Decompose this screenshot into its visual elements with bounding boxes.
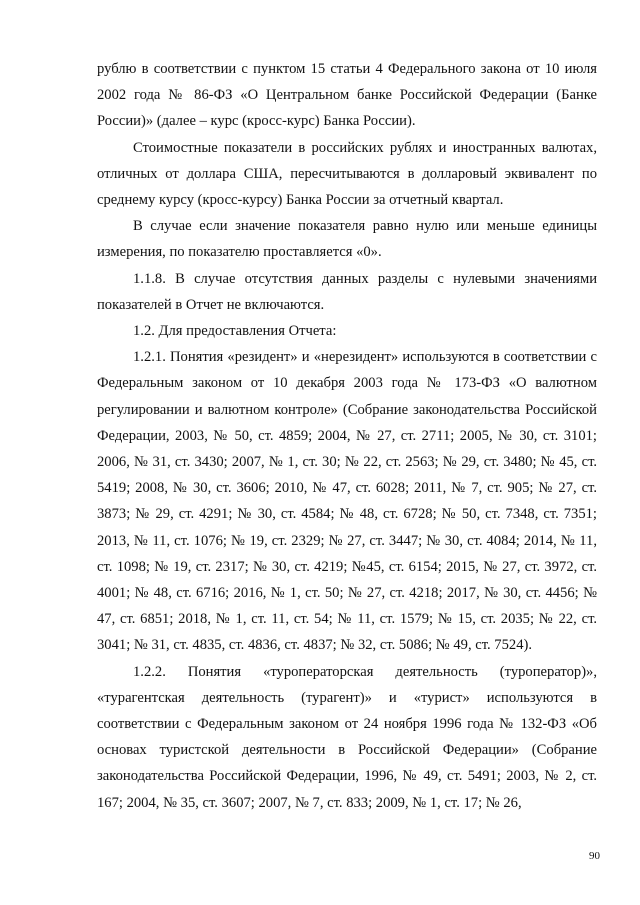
paragraph-continuation: рублю в соответствии с пунктом 15 статьи 4 Федерального закона от 10 июля 2002 года № 86-ФЗ «О Центральном банке Российской Федерации (Банке России)» (далее – курс (кросс-курс) Банка России). <box>97 61 597 130</box>
body-text <box>97 56 597 816</box>
page-number: 90 <box>589 850 600 862</box>
paragraph-1-2-1: 1.2.1. Понятия «резидент» и «нерезидент» используются в соответствии с Федеральным законом от 10 декабря 2003 года № 173-ФЗ «О валютном регулировании и валютном контроле» (Собрание законодательства Российской Федерации, 2003, № 50, ст. 4859; 2004, № 27, ст. 2711; 2005, № 30, ст. 3101; 2006, № 31, ст. 3430; 2007, № 1, ст. 30; № 22, ст. 2563; № 29, ст. 3480; № 45, ст. 5419; 2008, № 30, ст. 3606; 2010, № 47, ст. 6028; 2011, № 7, ст. 905; № 27, ст. 3873; № 29, ст. 4291; № 30, ст. 4584; № 48, ст. 6728; № 50, ст. 7348, ст. 7351; 2013, № 11, ст. 1076; № 19, ст. 2329; № 27, ст. 3447; № 30, ст. 4084; 2014, № 11, ст. 1098; № 19, ст. 2317; № 30, ст. 4219; №45, ст. 6154; 2015, № 27, ст. 3972, ст. 4001; № 48, ст. 6716; 2016, № 1, ст. 50; № 27, ст. 4218; 2017, № 30, ст. 4456; № 47, ст. 6851; 2018, № 1, ст. 11, ст. 54; № 11, ст. 1579; № 15, ст. 2035; № 22, ст. 3041; № 31, ст. 4835, ст. 4836, ст. 4837; № 32, ст. 5086; № 49, ст. 7524). <box>97 349 597 654</box>
paragraph-zero-values: В случае если значение показателя равно нулю или меньше единицы измерения, по показателю проставляется «0». <box>97 218 597 261</box>
paragraph-1-2: 1.2. Для предоставления Отчета: <box>133 323 337 340</box>
paragraph-1-2-2: 1.2.2. Понятия «туроператорская деятельность (туроператор)», «турагентская деятельность (турагент)» и «турист» используются в соответствии с Федеральным законом от 24 ноября 1996 года № 132-ФЗ «Об основах туристской деятельности в Российской Федерации» (Собрание законодательства Российской Федерации, 1996, № 49, ст. 5491; 2003, № 2, ст. 167; 2004, № 35, ст. 3607; 2007, № 7, ст. 833; 2009, № 1, ст. 17; № 26, <box>97 663 597 811</box>
paragraph-1-1-8: 1.1.8. В случае отсутствия данных разделы с нулевыми значениями показателей в Отчет не включаются. <box>97 270 597 313</box>
paragraph-cost-indicators: Стоимостные показатели в российских рублях и иностранных валютах, отличных от доллара США, пересчитываются в долларовый эквивалент по среднему курсу (кросс-курсу) Банка России за отчетный квартал. <box>97 139 597 209</box>
